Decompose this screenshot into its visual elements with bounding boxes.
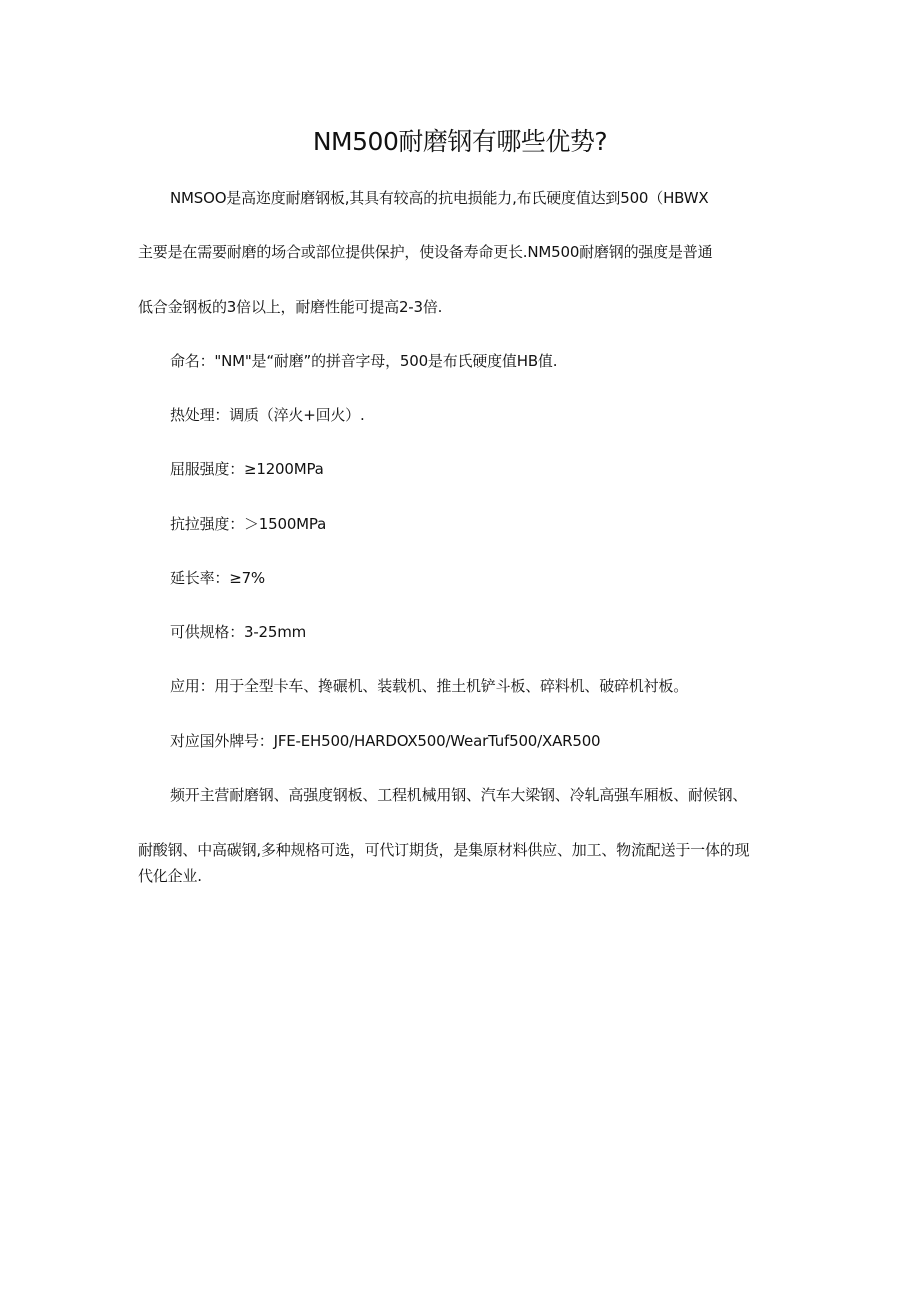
company-line-1: 频开主营耐磨钢、高强度钢板、工程机械用钢、汽车大梁钢、冷轧高强车厢板、耐候钢、	[170, 786, 748, 804]
page-title: NM500耐磨钢有哪些优势?	[312, 127, 608, 156]
spec-application: 应用：用于全型卡车、搀碾机、装载机、推土机铲斗板、碎料机、破碎机衬板。	[170, 677, 689, 695]
spec-available-sizes: 可供规格：3-25mm	[170, 623, 307, 641]
intro-line-3: 低合金钢板的3倍以上，耐磨性能可提高2-3倍.	[138, 298, 443, 316]
company-line-3: 代化企业.	[138, 867, 202, 885]
spec-tensile-strength: 抗拉强度：＞1500MPa	[170, 515, 327, 533]
spec-naming: 命名："NM"是“耐磨”的拼音字母，500是布氏硬度值HB值.	[170, 352, 558, 370]
company-line-2: 耐酸钢、中高碳钢,多种规格可选，可代订期货，是集原材料供应、加工、物流配送于一体的现	[138, 841, 750, 859]
spec-heat-treatment: 热处理：调质（淬火+回火）.	[170, 406, 365, 424]
spec-yield-strength: 屈服强度：≥1200MPa	[170, 460, 324, 478]
intro-line-1: NMSOO是高迩度耐磨钢板,其具有较高的抗电损能力,布氏硬度值达到500（HBWX	[170, 189, 709, 207]
intro-line-2: 主要是在需要耐磨的场合或部位提供保护，使设备寿命更长.NM500耐磨钢的强度是普通	[138, 243, 713, 261]
spec-elongation: 延长率：≥7%	[170, 569, 265, 587]
spec-foreign-grades: 对应国外牌号：JFE-EH500∕HARDOX500∕WearTuf500/XAR500	[170, 732, 601, 750]
